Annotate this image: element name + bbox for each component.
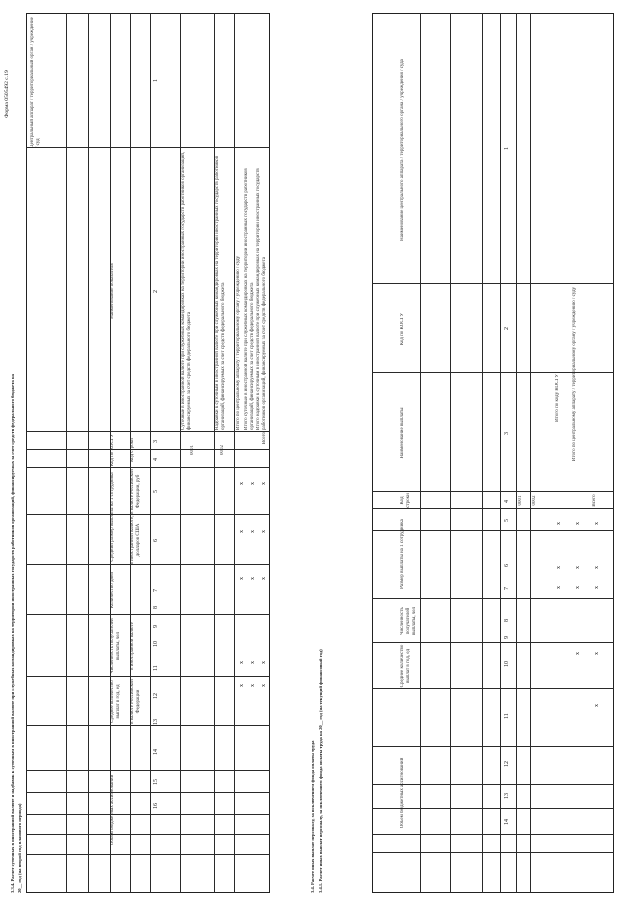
col-num-5: 5 [153, 490, 159, 493]
x-mark: x [594, 566, 600, 569]
section-334-subtitle: 20__ год (на второй год планового периода) [17, 803, 22, 893]
x-mark: x [261, 684, 267, 687]
vsego: Всего [592, 494, 597, 507]
x-mark: x [594, 704, 600, 707]
table-341-head-volume: Объем бюджетных ассигнований [400, 757, 405, 829]
x-mark: x [261, 482, 267, 485]
x-mark: x [594, 652, 600, 655]
itogo-central: Итого по центральному аппарату / территориальному органу / учреждению / суду [236, 255, 241, 430]
col-num-9: 9 [153, 625, 159, 628]
x-mark: x [575, 522, 581, 525]
col-num-6: 6 [504, 564, 510, 567]
col-num-15: 15 [153, 779, 159, 785]
x-mark: x [250, 577, 256, 580]
form-code: Форма 0505492 с.19 [4, 70, 10, 118]
x-mark: x [239, 661, 245, 664]
x-mark: x [575, 652, 581, 655]
x-mark: x [594, 522, 600, 525]
vsego: Всего [262, 432, 267, 445]
col-num-14: 14 [504, 819, 510, 825]
table-334-head-avg-qty: Среднее количество выплат в год, ед [110, 680, 121, 723]
col-num-4: 4 [153, 458, 159, 461]
table-341-head-org: Наименование центрального аппарата / территориального органа / учреждения / суда [400, 59, 405, 241]
section-334-title: 3.3.4. Расчет суточных в иностранной валюте и надбавок к суточным в иностранной валюте при служебных командировках на территории иностранных государств работников организаций, финансируемых за счет средств федерального бюджета на [10, 374, 15, 893]
x-mark: x [556, 586, 562, 589]
col-num-1: 1 [504, 147, 510, 150]
code-row-2: 0002 [532, 495, 537, 506]
x-mark: x [575, 586, 581, 589]
itogo-sut: Итого суточные в иностранной валюте при служебных командировках на территории иностранных государств работников организаций, финансируемых за счет средств федерального бюджета [244, 168, 255, 430]
col-num-7: 7 [504, 587, 510, 590]
table-341-head-size: Размер выплаты на 1 сотрудника [400, 519, 405, 589]
table-341-head-avg-qty: Среднее количество выплат в год, ед [400, 644, 411, 688]
col-num-13: 13 [504, 793, 510, 799]
section-341-title: 3.4.1. Расчет иных выплат персоналу, за исключением фонда оплаты труда на 20__ год (на текущий финансовый год) [318, 649, 323, 893]
x-mark: x [250, 482, 256, 485]
table-341-head-payment: Наименование выплаты [400, 407, 405, 459]
x-mark: x [556, 566, 562, 569]
col-num-5: 5 [504, 519, 510, 522]
itogo-nadb: Итого надбавки к суточным в иностранной валюте при служебных командировках на территории иностранных государств работников организаций, финансируемых за счет средств федерального бюджета [256, 168, 267, 430]
col-num-7: 7 [153, 589, 159, 592]
x-mark: x [239, 577, 245, 580]
col-num-3: 3 [153, 440, 159, 443]
table-334-head-indicator: Наименование показателя [110, 263, 115, 319]
col-num-16: 16 [153, 803, 159, 809]
col-num-8: 8 [504, 619, 510, 622]
col-num-8: 8 [153, 606, 159, 609]
code-row-1: 0001 [518, 495, 523, 506]
col-num-11: 11 [153, 665, 159, 671]
col-num-2: 2 [504, 327, 510, 330]
table-334-sub-fx-short: в иностранной валюте [130, 622, 135, 670]
x-mark: x [239, 684, 245, 687]
col-num-11: 11 [504, 713, 510, 719]
table-334-head-count: Численность получателей выплаты, чел [110, 618, 121, 674]
col-num-10: 10 [153, 641, 159, 647]
col-num-12: 12 [153, 693, 159, 699]
table-334-sub-rub: в валюте Российской Федерации, руб [130, 469, 141, 514]
col-num-13: 13 [153, 719, 159, 725]
table-334-head-kosgu: Код по КОСГУ [110, 433, 115, 467]
row-1-name: Суточные в иностранной валюте при служебных командировках на территории иностранных государств работников организаций, финансируемых за счет средств федерального бюджета [181, 151, 192, 430]
section-34-title: 3.4. Расчет иных выплат персоналу, за исключением фонда оплаты труда [310, 740, 315, 893]
col-num-6: 6 [153, 539, 159, 542]
row-1-code: 0001 [190, 445, 195, 455]
col-num-4: 4 [504, 500, 510, 503]
row-2-code: 0002 [220, 445, 225, 455]
table-334-head-volume: Объем бюджетных ассигнований [110, 774, 115, 846]
x-mark: x [261, 530, 267, 533]
x-mark: x [239, 530, 245, 533]
itogo-central: Итого по центральному аппарату / территориальному органу / учреждению / суду [572, 287, 577, 462]
x-mark: x [239, 482, 245, 485]
x-mark: x [250, 661, 256, 664]
x-mark: x [250, 684, 256, 687]
table-334-sub-fx: в иностранной валюте, долларов США [130, 515, 141, 565]
itogo-kosgu: Итого по коду КОСГУ [555, 374, 560, 422]
table-334-head-days: Количество дней [110, 571, 115, 609]
x-mark: x [594, 586, 600, 589]
col-num-1: 1 [153, 79, 159, 82]
x-mark: x [556, 522, 562, 525]
table-334-sub-rub-short: в валюте Российской Федерации [130, 679, 141, 724]
row-2-name: Надбавки к суточным в иностранной валюте при служебных командировках на территории иностранных государств работников организаций, финансируемых за счет средств федерального бюджета [215, 155, 226, 430]
x-mark: x [575, 566, 581, 569]
table-341-head-code: Код строки [400, 493, 411, 508]
col-num-9: 9 [504, 636, 510, 639]
table-334-head-code: Код строки [130, 438, 135, 462]
col-num-12: 12 [504, 761, 510, 767]
table-334-head-left: Центральный аппарат / территориальный орган / учреждение / суд [30, 17, 41, 148]
col-num-14: 14 [153, 749, 159, 755]
x-mark: x [261, 577, 267, 580]
x-mark: x [261, 661, 267, 664]
table-341-head-kosgu: Код по КОСГУ [400, 312, 405, 346]
x-mark: x [250, 530, 256, 533]
table-341-head-count: Численность получателей выплаты, чел [400, 606, 417, 636]
col-num-2: 2 [153, 290, 159, 293]
col-num-3: 3 [504, 432, 510, 435]
col-num-10: 10 [504, 661, 510, 667]
table-334-head-avg-size: Средний размер выплаты на 1 сотрудника [110, 472, 115, 562]
